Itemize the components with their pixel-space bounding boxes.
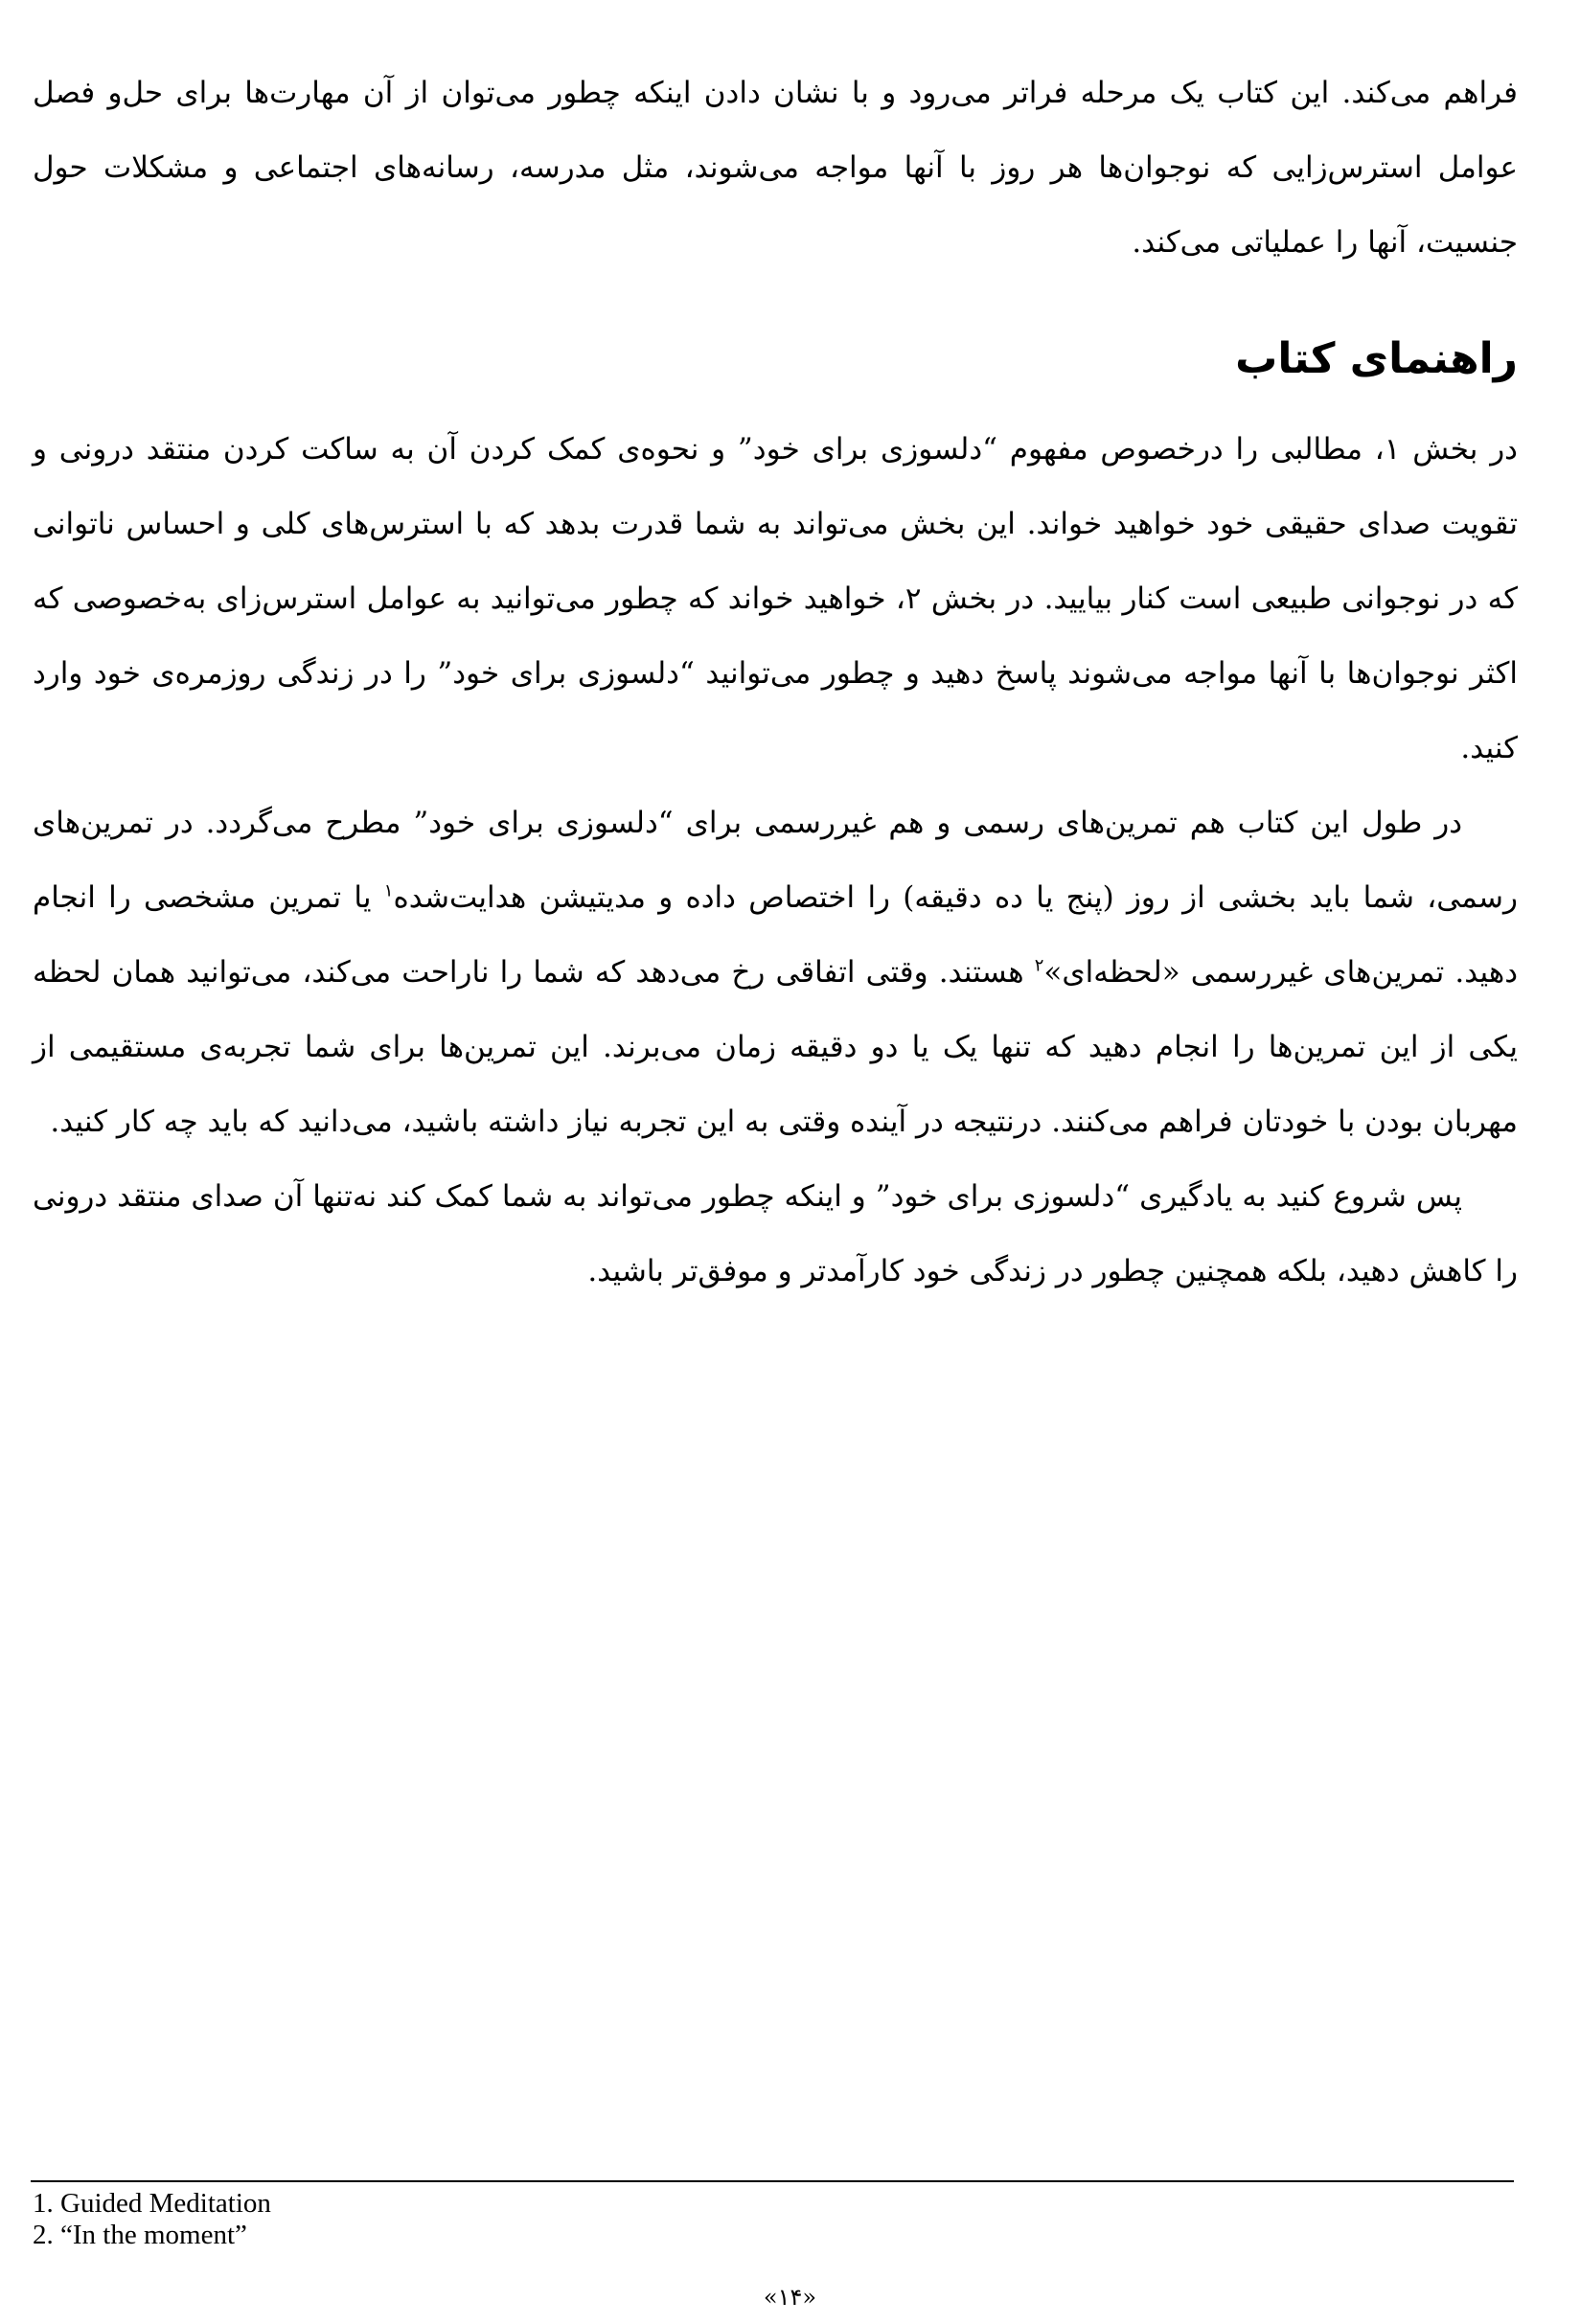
paragraph-exercises-part-b: یا تمرین مشخصی را انجام دهید. تمرین‌های غیررسمی «لحظه‌ای» [33,880,1518,990]
paragraph-exercises-part-a: در طول این کتاب هم تمرین‌های رسمی و هم غیررسمی برای “دلسوزی برای خود” مطرح می‌گردد. در تمرین‌های رسمی، شما باید بخشی از روز (پنج یا ده دقیقه) را اختصاص داده و مدیتیشن هدایت‌شده [33,806,1518,915]
footnote-divider [31,2180,1514,2182]
paragraph-exercises [33,786,1518,1159]
footnote-ref-2: ۲ [1034,955,1044,976]
footnote-1: 1. Guided Meditation [33,2188,271,2219]
main-content [33,56,1518,1309]
footnote-ref-1: ۱ [383,880,394,901]
paragraph-exercises-part-c: هستند. وقتی اتفاقی رخ می‌دهد که شما را ناراحت می‌کند، می‌توانید همان لحظه یکی از این تمرین‌ها را انجام دهید که تنها یک یا دو دقیقه زمان می‌برند. این تمرین‌ها برای شما تجربه‌ی مستقیمی از مهربان بودن با خودتان فراهم می‌کنند. درنتیجه در آینده وقتی به این تجربه نیاز داشته باشید، می‌دانید که باید چه کار کنید. [33,955,1518,1139]
footnotes [33,2188,271,2251]
section-heading: راهنمای کتاب [1235,334,1518,383]
footnote-2: 2. “In the moment” [33,2220,247,2250]
paragraph-conclusion: پس شروع کنید به یادگیری “دلسوزی برای خود” و اینکه چطور می‌تواند به شما کمک کند نه‌تنها آن صدای منتقد درونی را کاهش دهید، بلکه همچنین چطور در زندگی خود کارآمدتر و موفق‌تر باشید. [33,1179,1518,1288]
intro-paragraph: فراهم می‌کند. این کتاب یک مرحله فراتر می‌رود و با نشان دادن اینکه چطور می‌توان از آن مهارت‌ها برای حل‌و فصل عوامل استرس‌زایی که نوجوان‌ها هر روز با آنها مواجه می‌شوند، مثل مدرسه، رسانه‌های اجتماعی و مشکلات حول جنسیت، آنها را عملیاتی می‌کند. [33,76,1518,260]
page-number: «۱۴» [763,2284,817,2311]
paragraph-book-guide: در بخش ۱، مطالبی را درخصوص مفهوم “دلسوزی برای خود” و نحوه‌ی کمک کردن آن به ساکت کردن منتقد درونی و تقویت صدای حقیقی خود خواهید خواند. این بخش می‌تواند به شما قدرت بدهد که با استرس‌های کلی و احساس ناتوانی که در نوجوانی طبیعی است کنار بیایید. در بخش ۲، خواهید خواند که چطور می‌توانید به عوامل استرس‌زای به‌خصوصی که اکثر نوجوان‌ها با آنها مواجه می‌شوند پاسخ دهید و چطور می‌توانید “دلسوزی برای خود” را در زندگی روزمره‌ی خود وارد کنید. [33,432,1519,765]
